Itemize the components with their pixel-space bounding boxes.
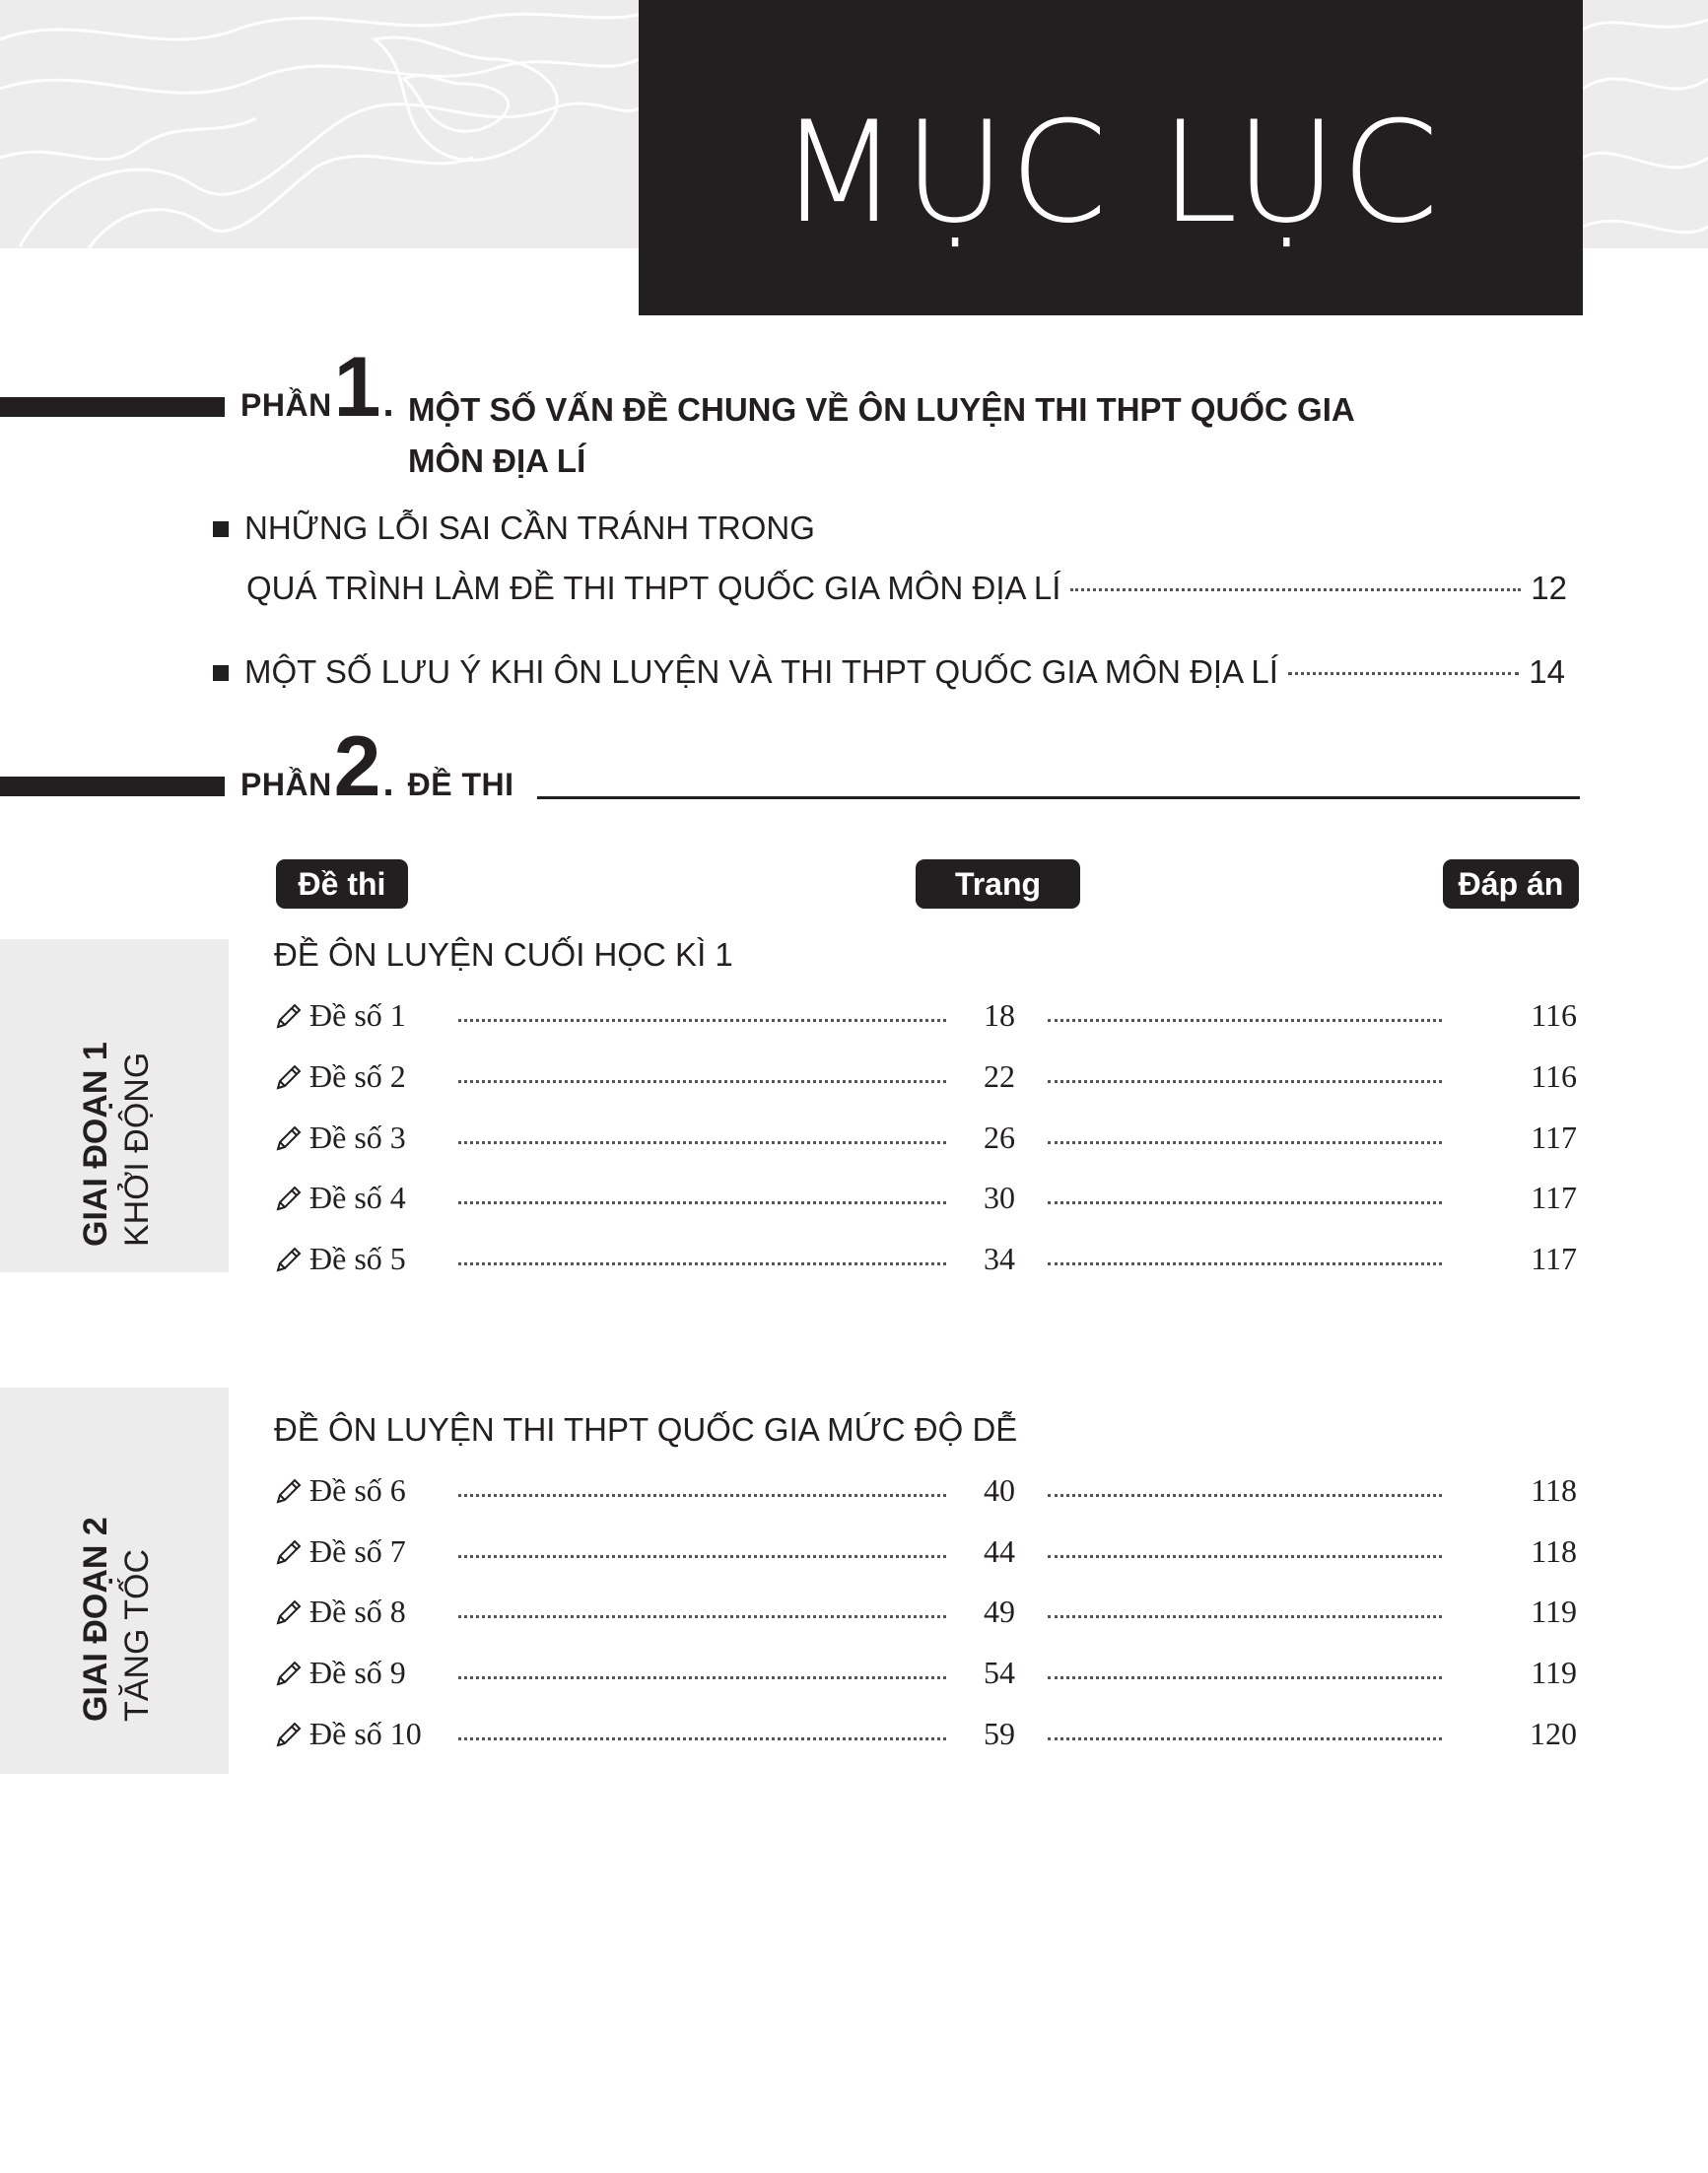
entry-name: Đề số 10 xyxy=(309,1716,422,1751)
toc-entry[interactable] xyxy=(274,1180,1577,1223)
toc-entry[interactable] xyxy=(274,1120,1577,1163)
part1-item-2-line1: MỘT SỐ LƯU Ý KHI ÔN LUYỆN VÀ THI THPT QUỐC GIA MÔN ĐỊA LÍ xyxy=(244,653,1278,690)
entry-answer-page: 117 xyxy=(1531,1241,1577,1276)
entry-name: Đề số 7 xyxy=(309,1533,406,1569)
stage1-section-title: ĐỀ ÔN LUYỆN CUỐI HỌC KÌ 1 xyxy=(274,936,733,973)
part1-word: PHẦN xyxy=(240,387,332,423)
part1-item-1-line2: QUÁ TRÌNH LÀM ĐỀ THI THPT QUỐC GIA MÔN ĐỊA LÍ xyxy=(246,570,1061,606)
entry-answer-page: 119 xyxy=(1531,1655,1577,1690)
part1-item-1-page: 12 xyxy=(1531,570,1567,606)
part2-bar xyxy=(0,777,225,796)
entry-page: 30 xyxy=(984,1180,1015,1215)
entry-name: Đề số 6 xyxy=(309,1472,406,1508)
entry-name: Đề số 1 xyxy=(309,997,406,1033)
toc-entry[interactable] xyxy=(274,1594,1577,1637)
title-box xyxy=(639,0,1583,315)
entry-name: Đề số 3 xyxy=(309,1120,406,1155)
entry-page: 40 xyxy=(984,1472,1015,1508)
stage2-band xyxy=(0,1388,229,1774)
part2-rule xyxy=(537,796,1580,799)
part2-title: ĐỀ THI xyxy=(407,767,514,802)
entry-answer-page: 117 xyxy=(1531,1180,1577,1215)
part1-item-1[interactable] xyxy=(213,509,1565,547)
part1-item-2-page: 14 xyxy=(1529,653,1565,690)
column-header-page: Trang xyxy=(916,859,1080,909)
toc-entry[interactable] xyxy=(274,1655,1577,1698)
stage1-label-light: KHỞI ĐỘNG xyxy=(118,1052,156,1247)
entry-answer-page: 117 xyxy=(1531,1120,1577,1155)
entry-answer-page: 118 xyxy=(1531,1533,1577,1569)
part1-dot: . xyxy=(382,381,394,425)
entry-answer-page: 119 xyxy=(1531,1594,1577,1629)
part1-item-1-continued[interactable] xyxy=(246,570,1567,607)
entry-page: 44 xyxy=(984,1533,1015,1569)
entry-page: 59 xyxy=(984,1716,1015,1751)
entry-page: 49 xyxy=(984,1594,1015,1629)
toc-entry[interactable] xyxy=(274,1533,1577,1577)
part1-title-line1: MỘT SỐ VẤN ĐỀ CHUNG VỀ ÔN LUYỆN THI THPT QUỐC GIA xyxy=(408,391,1355,428)
part1-bar xyxy=(0,397,225,417)
part1-heading xyxy=(240,340,408,435)
stage1-band xyxy=(0,939,229,1272)
entry-page: 26 xyxy=(984,1120,1015,1155)
toc-entry[interactable] xyxy=(274,1241,1577,1284)
part1-item-1-line1: NHỮNG LỖI SAI CẦN TRÁNH TRONG xyxy=(244,509,815,546)
stage2-label-light: TĂNG TỐC xyxy=(118,1548,156,1722)
stage2-section-title: ĐỀ ÔN LUYỆN THI THPT QUỐC GIA MỨC ĐỘ DỄ xyxy=(274,1411,1018,1448)
entry-answer-page: 118 xyxy=(1531,1472,1577,1508)
page-title: MỤC LỤC xyxy=(779,91,1443,254)
entry-name: Đề số 4 xyxy=(309,1180,406,1215)
entry-answer-page: 120 xyxy=(1530,1716,1577,1751)
dot-leader xyxy=(1288,672,1519,675)
toc-entry[interactable] xyxy=(274,1716,1577,1759)
entry-name: Đề số 9 xyxy=(309,1655,406,1690)
square-bullet-icon xyxy=(213,665,229,681)
entry-page: 34 xyxy=(984,1241,1015,1276)
part2-heading xyxy=(240,719,514,814)
entry-answer-page: 116 xyxy=(1531,1058,1577,1094)
square-bullet-icon xyxy=(213,521,229,537)
entry-answer-page: 116 xyxy=(1531,997,1577,1033)
stage2-label xyxy=(74,1436,157,1722)
part1-number: 1 xyxy=(333,340,381,435)
part2-number: 2 xyxy=(333,719,381,814)
part2-word: PHẦN xyxy=(240,767,332,802)
entry-page: 18 xyxy=(984,997,1015,1033)
column-header-answer: Đáp án xyxy=(1443,859,1579,909)
entry-name: Đề số 5 xyxy=(309,1241,406,1276)
toc-entry[interactable] xyxy=(274,1058,1577,1102)
entry-name: Đề số 8 xyxy=(309,1594,406,1629)
dot-leader xyxy=(1070,588,1521,591)
part1-title-line2: MÔN ĐỊA LÍ xyxy=(408,442,586,479)
entry-page: 54 xyxy=(984,1655,1015,1690)
column-header-exam: Đề thi xyxy=(276,859,408,909)
stage1-label xyxy=(74,961,157,1247)
entry-page: 22 xyxy=(984,1058,1015,1094)
part1-item-2[interactable] xyxy=(213,653,1565,691)
stage2-label-bold: GIAI ĐOẠN 2 xyxy=(77,1517,114,1722)
toc-entry[interactable] xyxy=(274,1472,1577,1516)
entry-name: Đề số 2 xyxy=(309,1058,406,1094)
part2-dot: . xyxy=(382,761,394,804)
stage1-label-bold: GIAI ĐOẠN 1 xyxy=(77,1042,114,1247)
toc-entry[interactable] xyxy=(274,997,1577,1041)
